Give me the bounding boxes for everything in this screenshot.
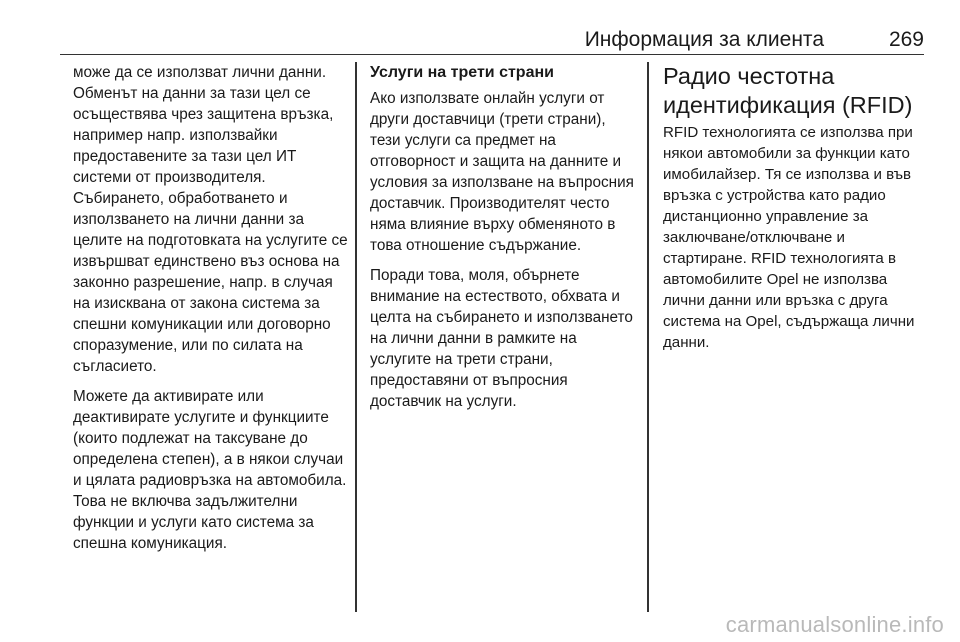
column-2 [370,62,638,612]
column-divider [355,62,357,612]
section-heading-third-party: Услуги на трети страни [370,64,554,81]
section-heading-rfid: Радио честотна идентификация (RFID) [663,63,913,118]
paragraph: Можете да активирате или деактивирате услугите и функциите (които подлежат на таксуване до определена степен), а в някои случаи и цялата радиовръзка на автомобила. Това не включва задължителни функции и услуги като система за спешна комуникация. [73,388,347,552]
column-divider [647,62,649,612]
paragraph: може да се използват лични данни. Обменът на данни за тази цел се осъществява чрез защитена връзка, например напр. използвайки предоставените за тази цел ИТ системи от производителя. Събирането, обработването и използването на лични данни за целите на подготовката на услугите се извършват единствено въз основа на законно разрешение, напр. в случая на изисквана от закона система за спешни комуникации или договорно споразумение, или по силата на съгласието. [73,64,348,375]
watermark: carmanualsonline.info [725,612,944,637]
column-1 [73,62,349,612]
page-number: 269 [888,28,924,51]
column-3 [663,62,929,612]
paragraph: Поради това, моля, обърнете внимание на естеството, обхвата и целта на събирането и използването на лични данни в рамките на услугите на трети страни, предоставяни от въпросния доставчик на услуги. [370,267,633,410]
header-title: Информация за клиента [584,28,824,51]
paragraph: RFID технологията се използва при някои автомобили за функции като имобилайзер. Тя се използва и във връзка с устройства като радио дистанционно управление за заключване/отключване и стартиране. RFID технологията в автомобилите Opel не използва лични данни или връзка с друга система на Opel, съдържаща лични данни. [663,124,915,351]
paragraph: Ако използвате онлайн услуги от други доставчици (трети страни), тези услуги са предмет на отговорност и защита на данните и условия за използване на въпросния доставчик. Производителят често няма влияние върху обменяното в това отношение съдържание. [370,90,634,254]
page-header [60,14,924,55]
